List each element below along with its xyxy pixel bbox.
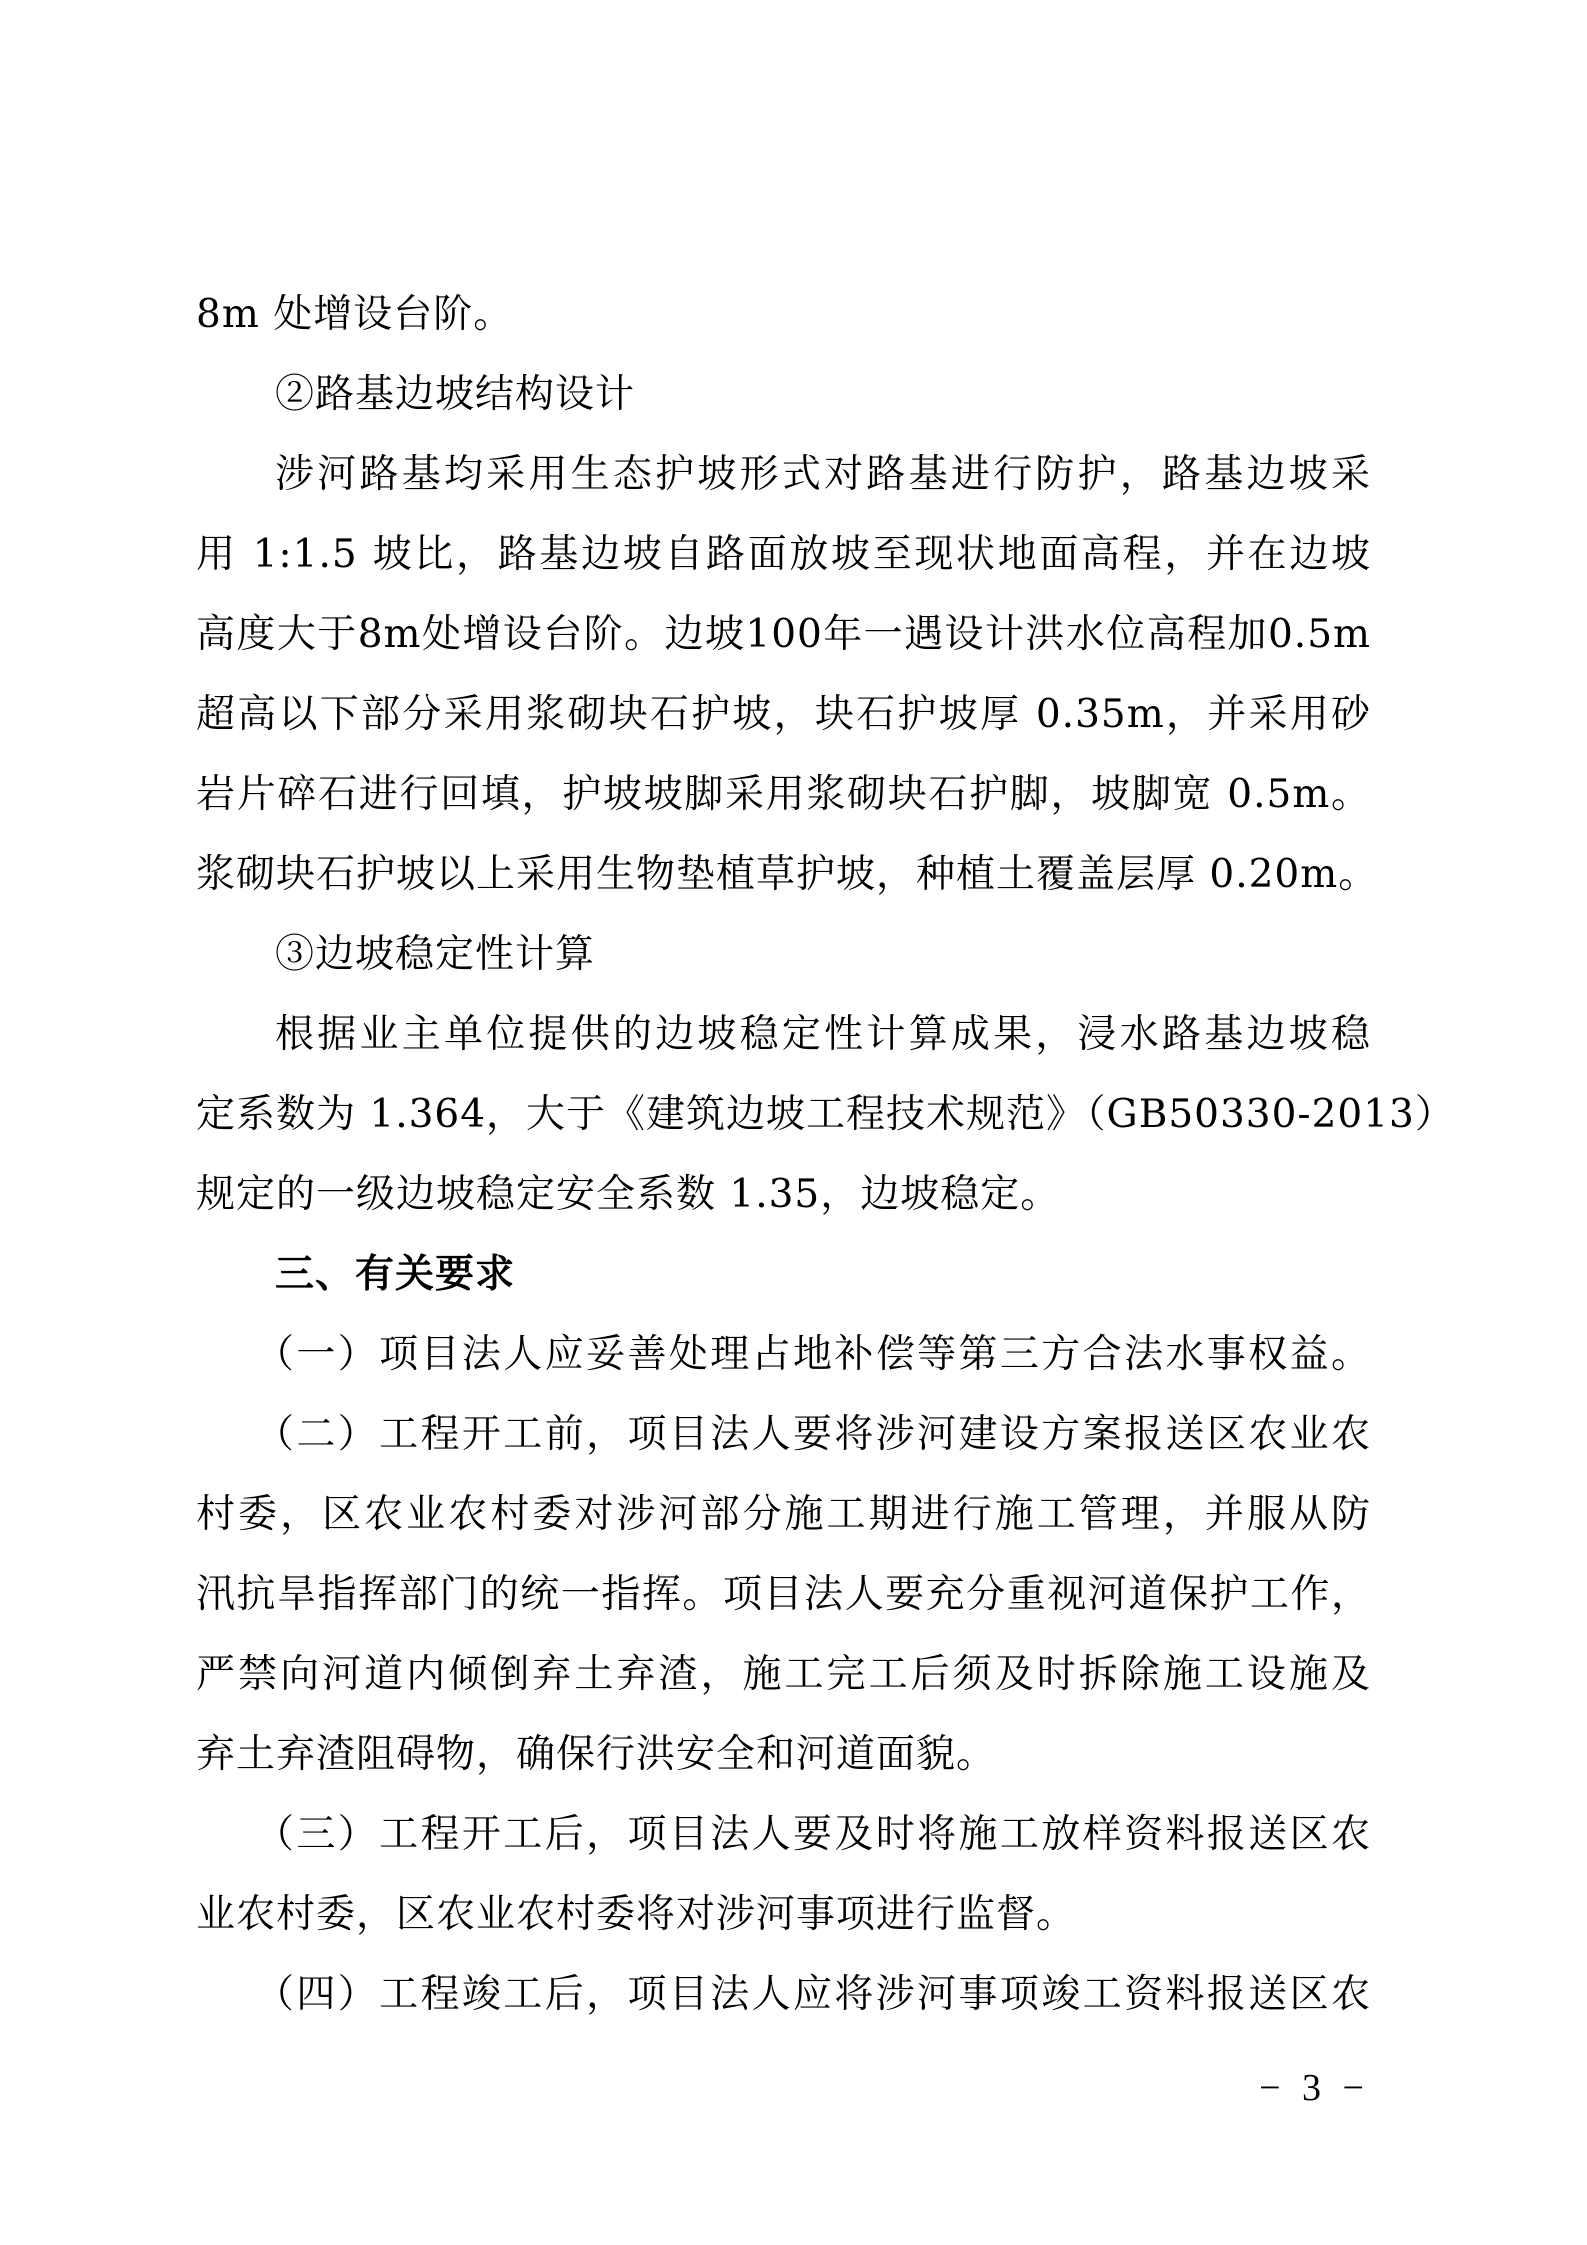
requirement-item-3: （三）工程开工后，项目法人要及时将施工放样资料报送区农 [255,1812,1371,1857]
requirement-item-2: （二）工程开工前，项目法人要将涉河建设方案报送区农业农 [255,1412,1371,1457]
page-number: − 3 − [1259,2067,1370,2109]
paragraph-line: 超高以下部分采用浆砌块石护坡，块石护坡厚 0.35m，并采用砂 [196,692,1371,737]
section-heading-requirements: 三、有关要求 [275,1252,516,1297]
paragraph-line-continuation: 8m 处增设台阶。 [196,292,514,337]
paragraph-line: 用 1:1.5 坡比，路基边坡自路面放坡至现状地面高程，并在边坡 [196,532,1371,577]
paragraph-line: 涉河路基均采用生态护坡形式对路基进行防护，路基边坡采 [275,452,1371,497]
paragraph-line: 业农村委，区农业农村委将对涉河事项进行监督。 [196,1892,1077,1937]
paragraph-line: 严禁向河道内倾倒弃土弃渣，施工完工后须及时拆除施工设施及 [196,1652,1371,1697]
paragraph-line: 根据业主单位提供的边坡稳定性计算成果，浸水路基边坡稳 [275,1012,1371,1057]
paragraph-line: 规定的一级边坡稳定安全系数 1.35，边坡稳定。 [196,1172,1061,1217]
paragraph-line: 岩片碎石进行回填，护坡坡脚采用浆砌块石护脚，坡脚宽 0.5m。 [196,772,1371,817]
paragraph-line: 弃土弃渣阻碍物，确保行洪安全和河道面貌。 [196,1732,997,1777]
paragraph-line: 村委，区农业农村委对涉河部分施工期进行施工管理，并服从防 [196,1492,1371,1537]
requirement-item-1: （一）项目法人应妥善处理占地补偿等第三方合法水事权益。 [255,1332,1371,1377]
paragraph-line: 汛抗旱指挥部门的统一指挥。项目法人要充分重视河道保护工作， [196,1572,1371,1617]
paragraph-line: 定系数为 1.364，大于《建筑边坡工程技术规范》（GB50330-2013） [196,1092,1455,1137]
paragraph-line: 高度大于8m处增设台阶。边坡100年一遇设计洪水位高程加0.5m [196,612,1371,657]
paragraph-line: 浆砌块石护坡以上采用生物垫植草护坡，种植土覆盖层厚 0.20m。 [196,852,1379,897]
requirement-item-4: （四）工程竣工后，项目法人应将涉河事项竣工资料报送区农 [255,1972,1371,2017]
subheading-stability-calc: ③边坡稳定性计算 [275,932,596,977]
subheading-slope-structure: ②路基边坡结构设计 [275,372,636,417]
